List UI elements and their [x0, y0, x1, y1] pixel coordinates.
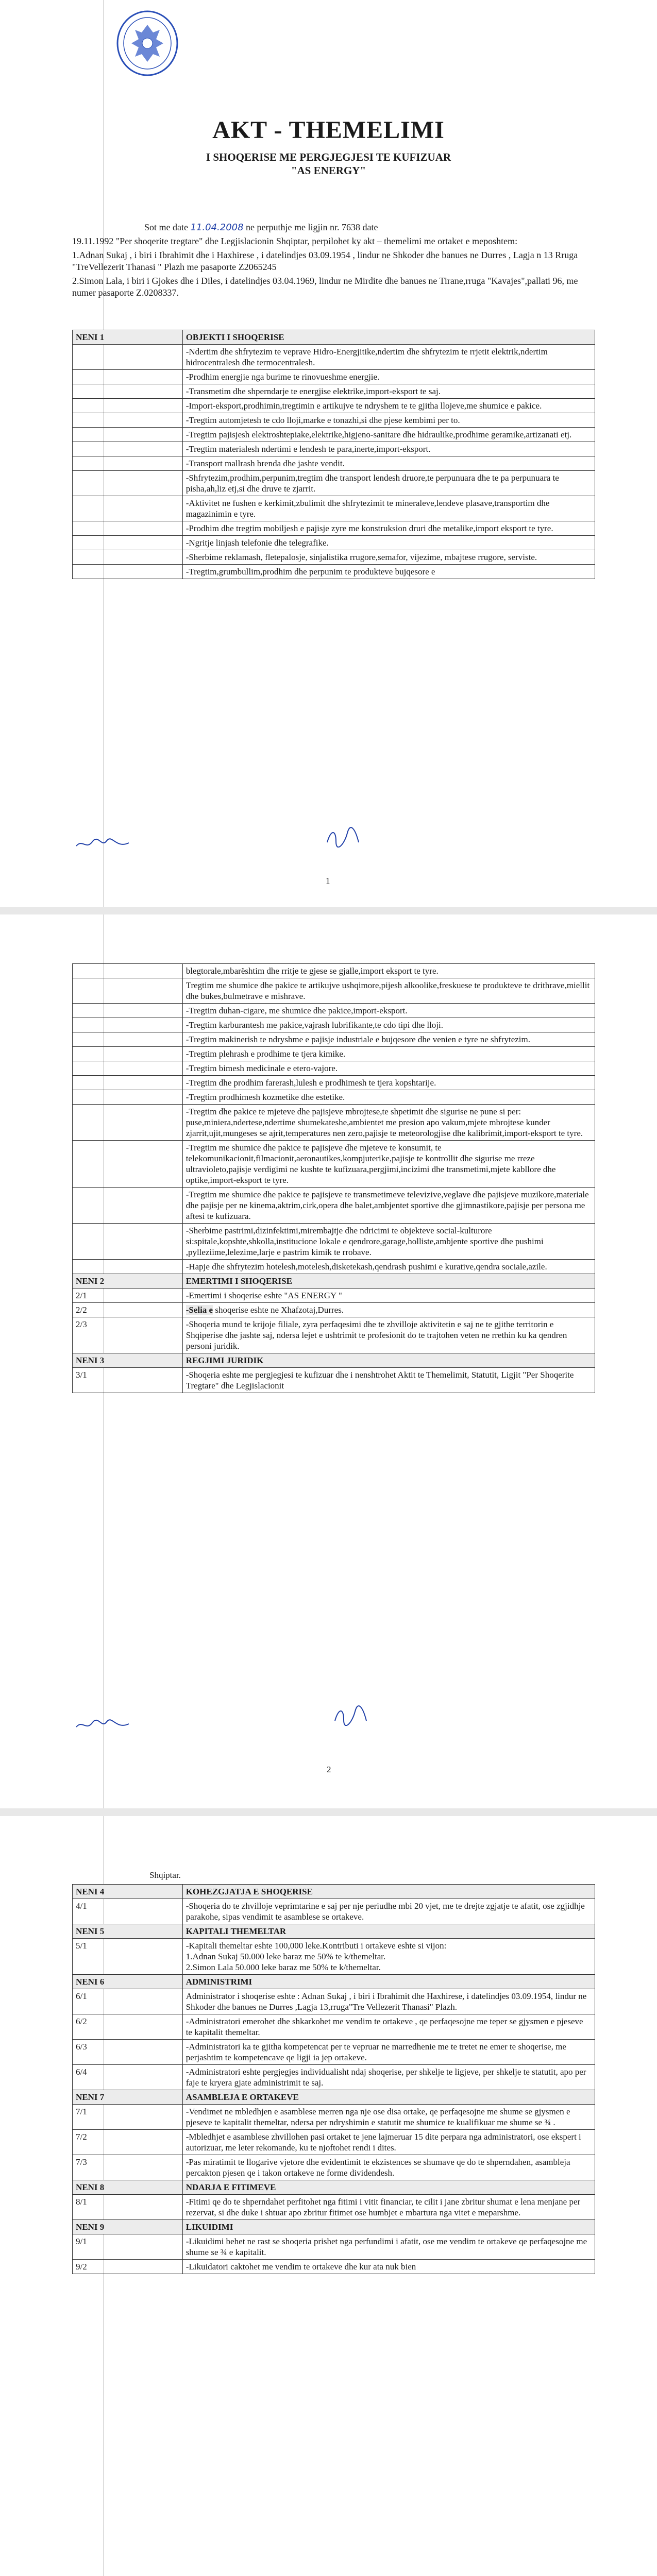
- table-row: [73, 442, 595, 456]
- table-row: [73, 1090, 595, 1105]
- table-row: [73, 399, 595, 413]
- table-cell: -Tregtim automjetesh te cdo lloji,marke e tonazhi,si dhe pjese kembimi per to.: [182, 413, 595, 428]
- table-cell: -Ngritje linjash telefonie dhe telegrafike.: [182, 536, 595, 550]
- table-row: [73, 1260, 595, 1274]
- table-cell: -Tregtim makinerish te ndryshme e pajisje industriale e bujqesore dhe venien e tyre ne shfrytezim.: [182, 1032, 595, 1047]
- document-subtitle: I SHOQERISE ME PERGJEGJESI TE KUFIZUAR "AS ENERGY": [206, 151, 451, 177]
- table-row: [73, 471, 595, 496]
- continued-text: Shqiptar.: [149, 1870, 181, 1880]
- table-row: [73, 428, 595, 442]
- table-cell: -Tregtim pajisjesh elektroshtepiake,elektrike,higjeno-sanitare dhe hidraulike,prodhime geramike,artizanati etj.: [182, 428, 595, 442]
- table-row: [73, 565, 595, 579]
- table-row: [73, 550, 595, 565]
- table-cell: -Tregtim duhan-cigare, me shumice dhe pakice,import-eksport.: [182, 1004, 595, 1018]
- table-cell: -Tregtim me shumice dhe pakice te pajisjeve te transmetimeve televizive,veglave dhe pajisjeve muzikore,materiale dhe pajisje per ne kinema,aktrim,cirk,opera dhe balet,ambjentet sportive dhe gjimnastikore,pajisje per persona me aftesi te kufizuara.: [182, 1188, 595, 1224]
- table-cell: -Ndertim dhe shfrytezim te veprave Hidro-Energjitike,ndertim dhe shfrytezim te rrjetit elektrik,ndertim hidrocentralesh dhe termocentralesh.: [182, 345, 595, 370]
- table-cell: -Prodhim dhe tregtim mobiljesh e pajisje zyre me konstruksion druri dhe metalike,import eksport te tyre.: [182, 521, 595, 536]
- table-row: [73, 1032, 595, 1047]
- table-row: [73, 964, 595, 978]
- table-row: [73, 536, 595, 550]
- table-cell: -Import-eksport,prodhimin,tregtimin e artikujve te ndryshem te te gjitha llojeve,me shumice e pakice.: [182, 399, 595, 413]
- signature-icon: [75, 1716, 131, 1733]
- table-row: [73, 1047, 595, 1061]
- table-row: [73, 345, 595, 370]
- table-row: [73, 496, 595, 521]
- table-cell: -Hapje dhe shfrytezim hotelesh,motelesh,disketekash,qendrash pushimi e kurative,qendra sociale,azile.: [182, 1260, 595, 1274]
- table-cell: -Aktivitet ne fushen e kerkimit,zbulimit dhe shfrytezimit te mineraleve,lendeve plasave,transportim dhe magazinimin e tyre.: [182, 496, 595, 521]
- table-row: [73, 1224, 595, 1260]
- table-row: [73, 521, 595, 536]
- notary-seal-icon: [116, 9, 179, 77]
- table-row: [73, 1105, 595, 1141]
- table-row: [73, 370, 595, 384]
- table-row: [73, 413, 595, 428]
- signature-icon: [332, 1705, 368, 1726]
- table-row: [73, 456, 595, 471]
- table-cell: -Transport mallrash brenda dhe jashte vendit.: [182, 456, 595, 471]
- table-cell: -Tregtim prodhimesh kozmetike dhe estetike.: [182, 1090, 595, 1105]
- table-cell: -Tregtim plehrash e prodhime te tjera kimike.: [182, 1047, 595, 1061]
- table-row: [73, 1188, 595, 1224]
- signature-icon: [325, 827, 361, 848]
- object-table: NENI 1 OBJEKTI I SHOQERISE -Ndertim dhe shfrytezim te veprave Hidro-Energjitike,ndertim dhe shfrytezim te rrjetit elektrik,ndertim hidrocentralesh dhe termocentralesh. -Prodhim energjie nga burime te rinovueshme energjie. -Transmetim dhe shperndarje te energjise elektrike,import-eksport te saj. -Import-eksport,prodhimin,tregtimin e artikujve te ndryshem te te gjitha llojeve,me shumice e pakice. -Tregtim automjetesh te cdo lloji,marke e tonazhi,si dhe pjese kembimi per to. -Tregtim pajisjesh elektroshtepiake,elektrike,higjeno-sanitare dhe hidraulike,prodhime geramike,artizanati etj. -Tregtim materialesh ndertimi e lendesh te para,inerte,import-eksport. -Transport mallrash brenda dhe jashte vendit. -Shfrytezim,prodhim,perpunim,tregtim dhe transport lendesh druore,te perpunuara dhe te pa perpunuara te pisha,ah,liz etj,si dhe druve te zjarrit. -Aktivitet ne fushen e kerkimit,zbulimit dhe shfrytezimit te mineraleve,lendeve plasave,transportim dhe magazinimin e tyre. -Prodhim dhe tregtim mobiljesh e pajisje zyre me konstruksion druri dhe metalike,import eksport te tyre. -Ngritje linjash telefonie dhe telegrafike. -Sherbime reklamash, fletepalosje, sinjalistika rrugore,semafor, vijezime, mbajtese rrugore, serviste. -Tregtim,grumbullim,prodhim dhe perpunim te produkteve bujqesore e: [72, 330, 595, 579]
- table-row: [73, 1076, 595, 1090]
- table-row: [73, 1018, 595, 1032]
- table-cell: -Transmetim dhe shperndarje te energjise elektrike,import-eksport te saj.: [182, 384, 595, 399]
- table-cell: -Tregtim materialesh ndertimi e lendesh te para,inerte,import-eksport.: [182, 442, 595, 456]
- table-cell: -Tregtim karburantesh me pakice,vajrash lubrifikante,te cdo tipi dhe lloji.: [182, 1018, 595, 1032]
- table-row: [73, 1004, 595, 1018]
- table-row: [73, 1061, 595, 1076]
- document-title: AKT - THEMELIMI: [212, 116, 445, 144]
- page-3: [0, 1816, 657, 2576]
- table-cell: -Sherbime pastrimi,dizinfektimi,mirembajtje dhe ndricimi te objekteve social-kulturore si:spitale,kopshte,shkolla,institucione lokale e qendrore,garage,holliste,ambjente sportive dhe pushimi ,pylleziime,lelezime,larje e pastrim kimik te rrobave.: [182, 1224, 595, 1260]
- articles-table: NENI 4 KOHEZGJATJA E SHOQERISE 4/1 -Shoqeria do te zhvilloje veprimtarine e saj per nje periudhe mbi 20 vjet, me te drejte zgjatje te afatit, ose zgjidhje parakohe, sipas vendimit te asamblese se ortakeve. NENI 5 KAPITALI THEMELTAR 5/1 -Kapitali themeltar eshte 100,000 leke.Kontributi i ortakeve eshte si vijon: 1.Adnan Sukaj 50.000 leke baraz me 50% te k/themeltar. 2.Simon Lala 50.000 leke baraz me 50% te k/themeltar. NENI 6 ADMINISTRIMI 6/1 Administrator i shoqerise eshte : Adnan Sukaj , i biri i Ibrahimit dhe Haxhirese, i datelindjes 03.09.1954, lindur ne Shkoder dhe banues ne Durres ,Lagja 13,rruga"Tre Vellezerit Thanasi" Plazh. 6/2 -Administratori emerohet dhe shkarkohet me vendim te ortakeve , qe perfaqesojne me teper se gjysmen e pjeseve te kapitalit themeltar. 6/3 -Administratori ka te gjitha kompetencat per te vepruar ne marredhenie me te tretet ne emer te shoqerise, me perjashtim te kompetencave qe ligji ia jep ortakeve. 6/4 -Administratori eshte pergjegjes individualisht ndaj shoqerise, per shkelje te ligjeve, per shkelje te statutit, apo per faje te kryera gjate administrimit te saj. NENI 7 ASAMBLEJA E ORTAKEVE 7/1 -Vendimet ne mbledhjen e asamblese merren nga nje ose disa ortake, qe perfaqesojne me shume se gjysmen e pjeseve te kapitalit themeltar, ndersa per ndryshimin e statutit me shumice te kualifikuar me shume se ¾ . 7/2 -Mbledhjet e asamblese zhvillohen pasi ortaket te jene lajmeruar 15 dite perpara nga administratori, ose ekspert i autorizuar, me leter rekomande, ku te njoftohet rendi i dites. 7/3 -Pas miratimit te llogarive vjetore dhe evidentimit te ekzistences se shumave qe do te shperndahen, asambleja percakton pjesen qe i takon ortakeve ne forme dividendesh. NENI 8 NDARJA E FITIMEVE 8/1 -Fitimi qe do te shperndahet perfitohet nga fitimi i vitit financiar, te cilit i jane zbritur shumat e lena menjane per rezervat, si dhe duke i shtuar apo zbritur fitimet ose humbjet e mbartura nga vitet e meparshme. NENI 9 LIKUIDIMI 9/1 -Likuidimi behet ne rast se shoqeria prishet nga perfundimi i afatit, ose me vendim te ortakeve qe perfaqesojne me shume se ¾ e kapitalit. 9/2 -Likuidatori caktohet me vendim te ortakeve dhe kur ata nuk bien: [72, 1884, 595, 2274]
- table-cell: -Shfrytezim,prodhim,perpunim,tregtim dhe transport lendesh druore,te perpunuara dhe te pa perpunuara te pisha,ah,liz etj,si dhe druve te zjarrit.: [182, 471, 595, 496]
- table-cell: -Tregtim,grumbullim,prodhim dhe perpunim te produkteve bujqesore e: [182, 565, 595, 579]
- object-table-continued: blegtorale,mbarështim dhe rritje te gjese se gjalle,import eksport te tyre. Tregtim me shumice dhe pakice te artikujve ushqimore,pijesh alkoolike,freskuese te produkteve te drithrave,miellit dhe bukes,bulmetrave e mishrave. -Tregtim duhan-cigare, me shumice dhe pakice,import-eksport. -Tregtim karburantesh me pakice,vajrash lubrifikante,te cdo tipi dhe lloji. -Tregtim makinerish te ndryshme e pajisje industriale e bujqesore dhe venien e tyre ne shfrytezim. -Tregtim plehrash e prodhime te tjera kimike. -Tregtim bimesh medicinale e etero-vajore. -Tregtim dhe prodhim farerash,lulesh e prodhimesh te tjera kopshtarije. -Tregtim prodhimesh kozmetike dhe estetike. -Tregtim dhe pakice te mjeteve dhe pajisjeve mbrojtese,te shpetimit dhe sigurise ne pune si per: puse,miniera,ndertese,ndertime shumekateshe,ambientet me presion apo vakum,mjete mbrojtese kunder zjarrit,ujit,mungeses se ajrit,temperatures nen zero,pajisje te meteorologjise dhe kalibrimit,import-eksport te tyre. -Tregtim me shumice dhe pakice te pajisjeve dhe mjeteve te konsumit, te telekomunikacionit,filmacionit,aeronautikes,kompjuterike,pajisje te kontrollit dhe sigurise me rreze ultravioleto,pajisje verdigimi ne kushte te kufizuara,pergjimi,incizimi dhe transmetimi,mjete kabllore dhe optike,import-eksport te tyre. -Tregtim me shumice dhe pakice te pajisjeve te transmetimeve televizive,veglave dhe pajisjeve muzikore,materiale dhe pajisje per ne kinema,aktrim,cirk,opera dhe balet,ambjentet sportive dhe gjimnastikore,pajisje per persona me aftesi te kufizuara. -Sherbime pastrimi,dizinfektimi,mirembajtje dhe ndricimi te objekteve social-kulturore si:spitale,kopshte,shkolla,institucione lokale e qendrore,garage,holliste,ambjente sportive dhe pushimi ,pylleziime,lelezime,larje e pastrim kimik te rrobave. -Hapje dhe shfrytezim hotelesh,motelesh,disketekash,qendrash pushimi e kurative,qendra sociale,azile. NENI 2 EMERTIMI I SHOQERISE 2/1 -Emertimi i shoqerise eshte "AS ENERGY " 2/2 -Selia e shoqerise eshte ne Xhafzotaj,Durres. 2/3 -Shoqeria mund te krijoje filiale, zyra perfaqesimi dhe te zhvilloje aktivitetin e saj ne te gjithe territorin e Shqiperise dhe jashte saj, ndersa lejet e ushtrimit te profesionit do te trajtohen veten ne rrethin ku ka qendren personi juridik. NENI 3 REGJIMI JURIDIK 3/1 -Shoqeria eshte me pergjegjesi te kufizuar dhe i nenshtrohet Aktit te Themelimit, Statutit, Ligjit "Per Shoqerite Tregtare" dhe Legjislacionit: [72, 963, 595, 1393]
- page-number: 1: [326, 876, 330, 886]
- table-row: [73, 1141, 595, 1188]
- table-row: [73, 384, 595, 399]
- table-cell: -Prodhim energjie nga burime te rinovueshme energjie.: [182, 370, 595, 384]
- page-2: [0, 914, 657, 1808]
- table-cell: -Tregtim bimesh medicinale e etero-vajore.: [182, 1061, 595, 1076]
- table-cell: blegtorale,mbarështim dhe rritje te gjese se gjalle,import eksport te tyre.: [182, 964, 595, 978]
- intro-paragraph: Sot me date 11.04.2008 ne perputhje me ligjin nr. 7638 date 19.11.1992 "Per shoqerite tregtare" dhe Legjislacionin Shqiptar, perpilohet ky akt – themelimi me ortaket e meposhtem: 1.Adnan Sukaj , i biri i Ibrahimit dhe i Haxhirese , i datelindjes 03.09.1954 , lindur ne Shkoder dhe banues ne Durres , Lagja n 13 Rruga "TreVellezerit Thanasi " Plazh me pasaporte Z2065245 2.Simon Lala, i biri i Gjokes dhe i Diles, i datelindjes 03.04.1969, lindur ne Mirdite dhe banues ne Tirane,rruga "Kavajes",pallati 96, me numer pasaporte Z.0208337.: [72, 222, 578, 298]
- table-cell: -Sherbime reklamash, fletepalosje, sinjalistika rrugore,semafor, vijezime, mbajtese rrugore, serviste.: [182, 550, 595, 565]
- page-1: [0, 0, 657, 907]
- page-number: 2: [327, 1765, 331, 1774]
- table-row: [73, 978, 595, 1004]
- table-cell: -Tregtim dhe prodhim farerash,lulesh e prodhimesh te tjera kopshtarije.: [182, 1076, 595, 1090]
- table-cell: -Tregtim dhe pakice te mjeteve dhe pajisjeve mbrojtese,te shpetimit dhe sigurise ne pune si per: puse,miniera,ndertese,ndertime shumekateshe,ambientet me presion apo vakum,mjete mbrojtese kunder zjarrit,ujit,mungeses se ajrit,temperatures nen zero,pajisje te meteorologjise dhe kalibrimit,import-eksport te tyre.: [182, 1105, 595, 1141]
- signature-icon: [75, 835, 131, 852]
- table-cell: Tregtim me shumice dhe pakice te artikujve ushqimore,pijesh alkoolike,freskuese te produkteve te drithrave,miellit dhe bukes,bulmetrave e mishrave.: [182, 978, 595, 1004]
- table-cell: -Tregtim me shumice dhe pakice te pajisjeve dhe mjeteve te konsumit, te telekomunikacionit,filmacionit,aeronautikes,kompjuterike,pajisje te kontrollit dhe sigurise me rreze ultravioleto,pajisje verdigimi ne kushte te kufizuara,pergjimi,incizimi dhe transmetimi,mjete kabllore dhe optike,import-eksport te tyre.: [182, 1141, 595, 1188]
